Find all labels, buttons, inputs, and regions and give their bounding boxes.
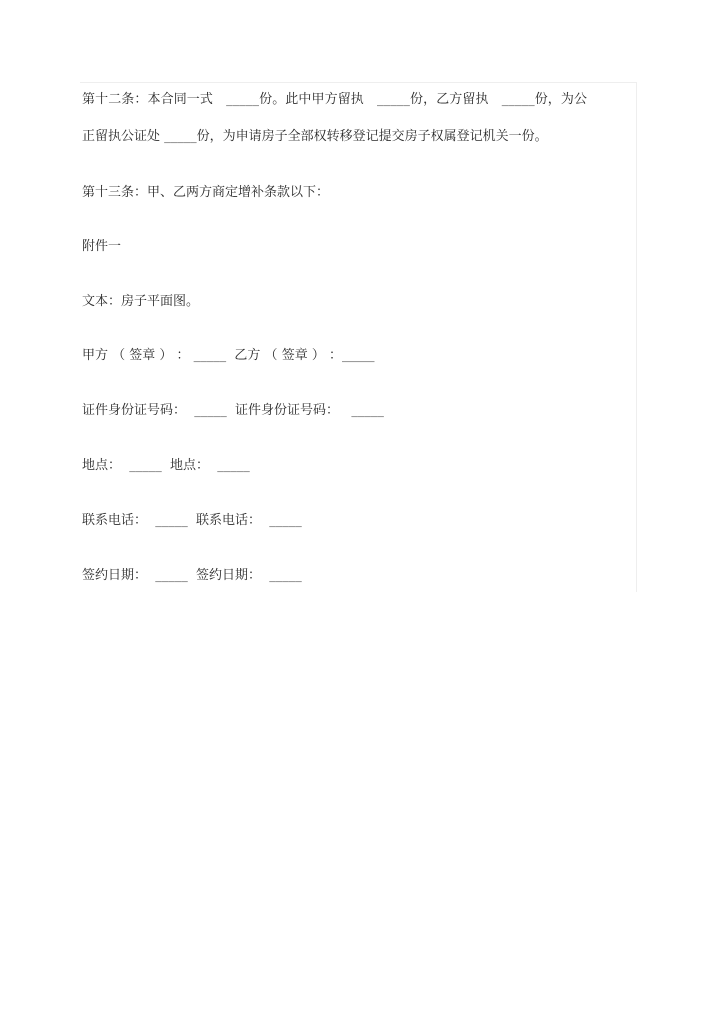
signing-date-line: 签约日期： _____ 签约日期： _____ xyxy=(82,568,302,583)
attachment-title: 附件一 xyxy=(82,239,122,254)
attachment-text: 文本：房子平面图。 xyxy=(82,294,200,309)
id-number-line: 证件身份证号码： _____ 证件身份证号码： _____ xyxy=(82,403,384,418)
clause-13: 第十三条：甲、乙两方商定增补条款以下： xyxy=(82,185,330,200)
phone-line: 联系电话： _____ 联系电话： _____ xyxy=(82,513,302,528)
signature-line: 甲方 （ 签章 ） ： _____ 乙方 （ 签章 ） ：_____ xyxy=(82,348,375,363)
clause-12-line-2: 正留执公证处 _____份，为申请房子全部权转移登记提交房子权属登记机关一份。 xyxy=(82,129,548,144)
clause-12-line-1: 第十二条：本合同一式 _____份。此中甲方留执 _____份，乙方留执 _____份，为公 xyxy=(82,92,588,107)
address-line: 地点： _____ 地点： _____ xyxy=(82,458,250,473)
